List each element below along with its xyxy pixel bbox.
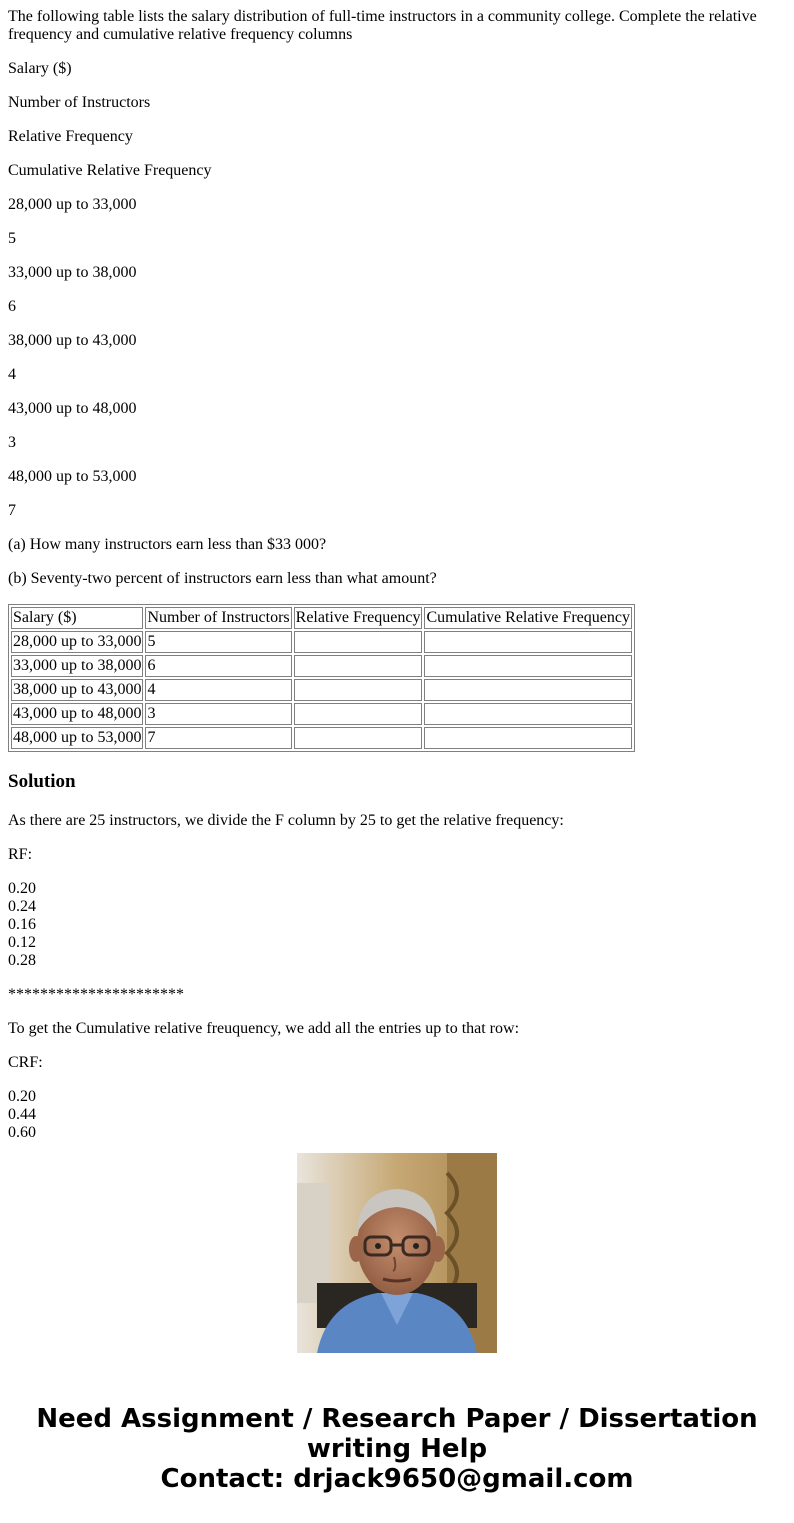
table-cell <box>424 727 632 749</box>
flat-item: 6 <box>8 298 16 315</box>
table-cell <box>294 631 423 653</box>
flat-item: 5 <box>8 230 16 247</box>
question-part-a: (a) How many instructors earn less than $33 000? <box>8 536 327 553</box>
rf-label: RF: <box>8 846 33 863</box>
flat-item: 3 <box>8 434 16 451</box>
author-portrait-icon <box>297 1153 497 1353</box>
table-cell: 28,000 up to 33,000 <box>11 631 143 653</box>
table-cell: 48,000 up to 53,000 <box>11 727 143 749</box>
value-line: 0.16 <box>8 916 36 933</box>
table-cell <box>294 727 423 749</box>
separator: ********************** <box>8 986 184 1003</box>
contact-banner <box>0 1404 794 1494</box>
value-line: 0.20 <box>8 1088 36 1105</box>
flat-item: 28,000 up to 33,000 <box>8 196 137 213</box>
table-row <box>11 679 632 701</box>
cta-line-3: Contact: drjack9650@gmail.com <box>160 1464 634 1494</box>
table-cell <box>424 679 632 701</box>
table-cell <box>294 703 423 725</box>
table-cell <box>294 655 423 677</box>
salary-table <box>8 604 635 752</box>
table-cell: 38,000 up to 43,000 <box>11 679 143 701</box>
flat-item: Salary ($) <box>8 60 72 77</box>
table-cell: 3 <box>145 703 291 725</box>
cta-line-2: writing Help <box>306 1434 488 1464</box>
value-line: 0.20 <box>8 880 36 897</box>
crf-values <box>8 1088 786 1142</box>
table-cell: 7 <box>145 727 291 749</box>
flat-item: Cumulative Relative Frequency <box>8 162 212 179</box>
document-content <box>8 8 786 1141</box>
value-line: 0.24 <box>8 898 36 915</box>
author-avatar <box>297 1153 497 1353</box>
flat-item: 48,000 up to 53,000 <box>8 468 137 485</box>
crf-intro: To get the Cumulative relative freuquency, we add all the entries up to that row: <box>8 1020 520 1037</box>
header-cumulative-frequency: Cumulative Relative Frequency <box>424 607 632 629</box>
flat-item: 33,000 up to 38,000 <box>8 264 137 281</box>
table-cell <box>424 631 632 653</box>
flat-item: 7 <box>8 502 16 519</box>
question-intro: The following table lists the salary distribution of full-time instructors in a community college. Complete the relative frequency and cumulative relative frequency columns <box>8 8 757 43</box>
flat-item: Number of Instructors <box>8 94 151 111</box>
table-cell <box>424 703 632 725</box>
value-line: 0.28 <box>8 952 36 969</box>
table-cell <box>424 655 632 677</box>
table-cell: 33,000 up to 38,000 <box>11 655 143 677</box>
header-salary: Salary ($) <box>11 607 143 629</box>
table-row <box>11 631 632 653</box>
header-instructors: Number of Instructors <box>145 607 291 629</box>
crf-label: CRF: <box>8 1054 43 1071</box>
table-row <box>11 703 632 725</box>
table-row <box>11 727 632 749</box>
flat-item: 38,000 up to 43,000 <box>8 332 137 349</box>
table-header-row <box>11 607 632 629</box>
flat-item: Relative Frequency <box>8 128 133 145</box>
table-cell: 43,000 up to 48,000 <box>11 703 143 725</box>
flat-item: 4 <box>8 366 16 383</box>
header-relative-frequency: Relative Frequency <box>294 607 423 629</box>
value-line: 0.60 <box>8 1124 36 1141</box>
flat-item: 43,000 up to 48,000 <box>8 400 137 417</box>
table-cell: 6 <box>145 655 291 677</box>
cta-line-1: Need Assignment / Research Paper / Dissertation <box>36 1404 758 1434</box>
table-cell: 4 <box>145 679 291 701</box>
solution-heading: Solution <box>8 771 76 792</box>
table-row <box>11 655 632 677</box>
value-line: 0.12 <box>8 934 36 951</box>
flat-table-text <box>8 60 786 520</box>
value-line: 0.44 <box>8 1106 36 1123</box>
question-part-b: (b) Seventy-two percent of instructors earn less than what amount? <box>8 570 437 587</box>
table-cell: 5 <box>145 631 291 653</box>
rf-intro: As there are 25 instructors, we divide the F column by 25 to get the relative frequency: <box>8 812 564 829</box>
rf-values <box>8 880 786 970</box>
table-cell <box>294 679 423 701</box>
